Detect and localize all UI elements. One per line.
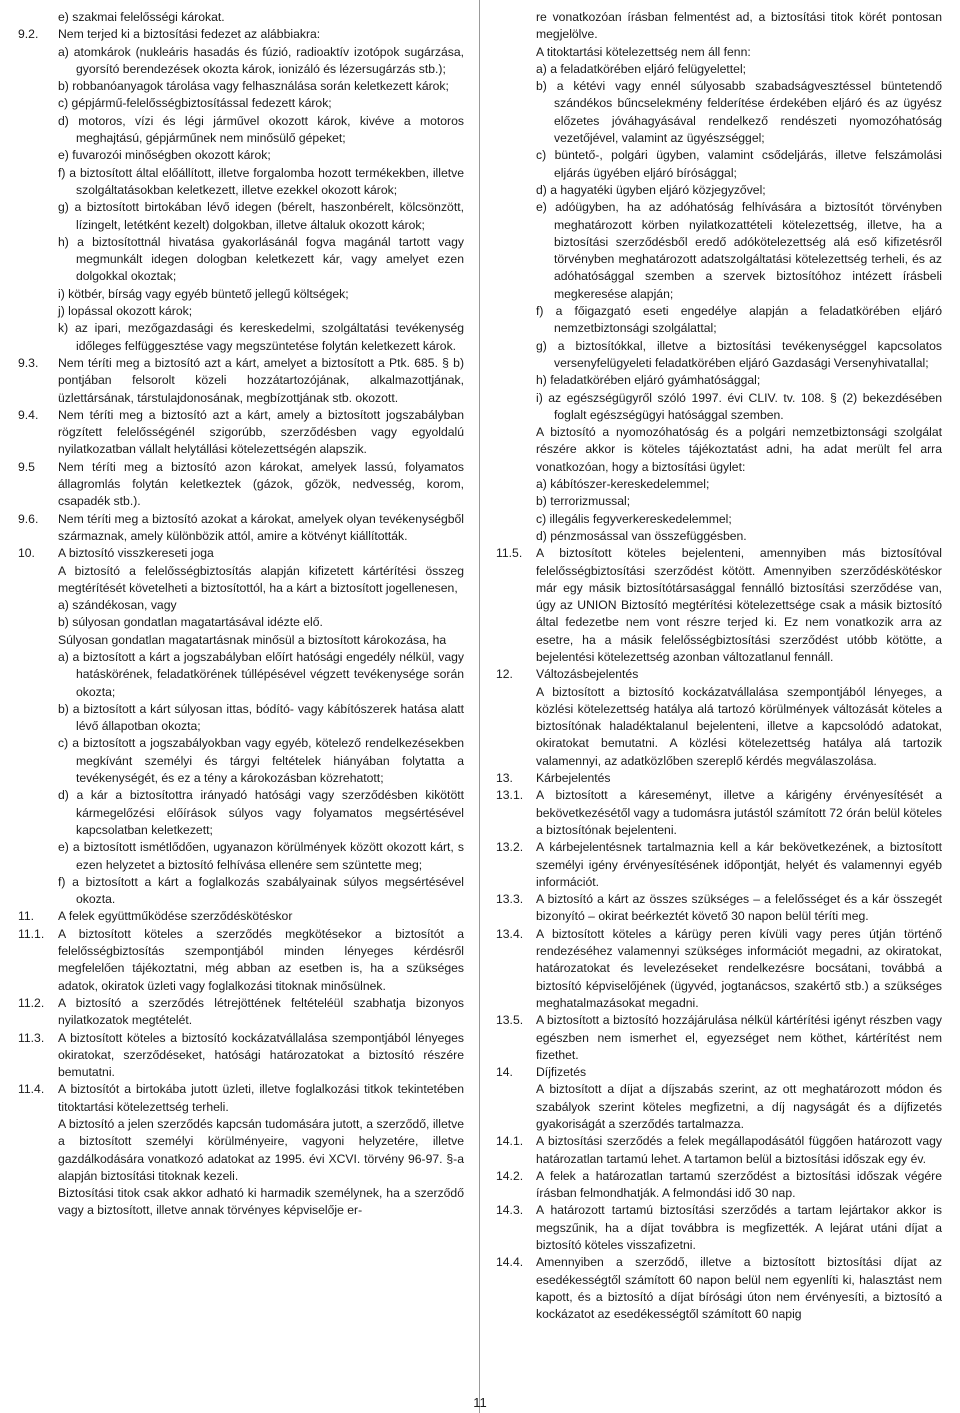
- list-item: b) a kétévi vagy ennél súlyosabb szabadságvesztéssel büntetendő szándékos bűncselekmény felderítése érdekében eljáró és az ügyész előzetes jóváhagyásával rendelkező rendészeti nyomozóhatóság vezetőjével, valamint az ügyészséggel;: [536, 79, 942, 146]
- clause-number: 13.5.: [496, 1013, 524, 1028]
- clause-number: 9.6.: [18, 511, 39, 526]
- clause-number: 11.1.: [18, 926, 45, 941]
- paragraph: Biztosítási titok csak akkor adható ki harmadik személynek, ha a szerződő vagy a biztosított, illetve annak törvényes képviselője er-: [58, 1186, 464, 1218]
- paragraph: re vonatkozóan írásban felmentést ad, a biztosítási titok körét pontosan megjelölve.: [536, 10, 942, 42]
- numbered-clause: [18, 926, 464, 995]
- list-item: h) a biztosítottnál hivatása gyakorlásánál fogva magánál tartott vagy megmunkált idegen dologban keletkezett kár, vagy amelyet ezen dolgokkal okoztak;: [58, 234, 464, 284]
- paragraph: a) szándékosan, vagy: [58, 598, 177, 613]
- clause-number: 9.4.: [18, 407, 39, 422]
- list-item: d) motoros, vízi és légi járművel okozott károk, kivéve a motoros meghajtású, gépjárműnek nem minősülő gépeket;: [58, 113, 464, 146]
- numbered-clause: [496, 1168, 942, 1203]
- list-item: c) büntető-, polgári ügyben, valamint csődeljárás, illetve felszámolási eljárás ügyében eljáró bírósággal;: [536, 148, 942, 180]
- list-item: g) a biztosított birtokában lévő idegen (bérelt, haszonbérelt, kölcsönzött, lízingelt, letétként kezelt) dolgokban, illetve általuk okozott károk;: [58, 200, 464, 232]
- paragraph: c) illegális fegyverkereskedelemmel;: [536, 511, 732, 526]
- list-item: g) a biztosítókkal, illetve a biztosítási tevékenységgel kapcsolatos versenyfelügyeleti feladatkörében eljáró Gazdasági Versenyhivatallal;: [536, 338, 942, 370]
- numbered-clause: [496, 787, 942, 839]
- paragraph: b) súlyosan gondatlan magatartásával idézte elő.: [58, 615, 323, 630]
- clause-text: A biztosított a káreseményt, illetve a kárigény érvényesítését a bekövetkezésétől vagy a tudomásra jutástól számított 72 órán belül köteles a biztosítónak bejelenteni.: [536, 788, 942, 837]
- clause-text: Amennyiben a szerződő, illetve a biztosított biztosítási díjat az esedékességtől számított 60 napon belül nem egyenlíti ki, halasztást nem kapott, és a biztosító a díjat bírósági úton nem érvényesíti, a biztosító a kockázatot az esedékességtől számított 60 napig: [536, 1255, 942, 1322]
- list-item: k) az ipari, mezőgazdasági és kereskedelmi, szolgáltatási tevékenység időleges felfüggesztése vagy megszüntetése folytán keletkezett károk.: [58, 321, 464, 353]
- numbered-clause: [18, 1081, 464, 1116]
- clause-text: A biztosított köteles a biztosító kockázatvállalása szempontjából lényeges okiratokat, szerződéseket, hatósági határozatokat a biztosító részére bemutatni.: [58, 1030, 464, 1080]
- numbered-clause: [496, 1012, 942, 1064]
- numbered-clause: [496, 891, 942, 926]
- numbered-clause: [18, 511, 464, 546]
- list-item: f) a biztosított a kárt a foglalkozás szabályainak súlyos megsértésével okozta.: [58, 874, 464, 907]
- numbered-clause: [496, 839, 942, 891]
- column-divider: [479, 0, 480, 1413]
- clause-number: 13.1.: [496, 788, 524, 803]
- list-item: a) a biztosított a kárt a jogszabályban előírt hatósági engedély nélkül, vagy hatáskörének, feladatkörének túllépésével végzett tevékenysége során okozta;: [58, 649, 464, 699]
- clause-number: 14.3.: [496, 1203, 524, 1218]
- list-item: d) a kár a biztosítottra irányadó hatósági vagy szerződésben kikötött kármegelőzési előírások súlyos vagy folyamatos megsértésével kapcsolatban keletkezett;: [58, 788, 464, 837]
- list-item: a) a feladatkörében eljáró felügyelettel;: [536, 61, 747, 76]
- list-item: i) az egészségügyről szóló 1997. évi CLIV. tv. 108. § (2) bekezdésében foglalt egészségügyi hatósággal szemben.: [536, 390, 942, 422]
- clause-text: A biztosított köteles bejelenteni, amennyiben más biztosítóval felelősségbiztosítási szerződést kötött. Amennyiben szerződéskötéskor már egy másik biztosítótársasággal fennálló biztosítási szerződése van, úgy az UNION Biztosító megtérítési kötelezettsége csak a másik biztosító által fedezetbe nem vont részre terjed ki. Ez nem vonatkozik arra az esetre, ha a másik felelősségbiztosítási szerződést utóbb kötötte, a bejelentési kötelezettség azonban változatlanul fennáll.: [536, 546, 942, 664]
- numbered-clause: [18, 908, 464, 925]
- clause-text: Nem terjed ki a biztosítási fedezet az alábbiakra:: [58, 27, 321, 42]
- clause-number: 14.1.: [496, 1134, 524, 1149]
- clause-number: 11.3.: [18, 1030, 45, 1045]
- paragraph: d) pénzmosással van összefüggésben.: [536, 528, 747, 543]
- numbered-clause: [496, 770, 942, 787]
- numbered-clause: [496, 666, 942, 683]
- clause-text: A felek a határozatlan tartamú szerződést a biztosítási időszak végére írásban felmondhatják. A felmondási idő 30 nap.: [536, 1168, 942, 1201]
- list-item: e) szakmai felelősségi károkat.: [58, 10, 225, 24]
- clause-number: 13.2.: [496, 840, 524, 855]
- clause-text: A határozott tartamú biztosítási szerződés a tartam lejártakor akkor is megszűnik, ha a díjat továbbra is megfizették. A lejárat utáni díjat a biztosító köteles visszafizetni.: [536, 1203, 942, 1253]
- right-column: [496, 9, 942, 1324]
- list-item: e) adóügyben, ha az adóhatóság felhívására a biztosítót törvényben meghatározott körben nyilatkozattételi kötelezettség, illetve, ha a biztosítási szerződésből eredő adókötelezettség alá eső kifizetésről törvényben meghatározott adatszolgáltatási kötelezettség terheli, és az adóhatósággal szemben a szervek biztosítóhoz intézett írásbeli megkeresése alapján;: [536, 200, 942, 301]
- clause-text: Díjfizetés: [536, 1065, 587, 1080]
- left-column: [18, 9, 464, 1220]
- clause-number: 9.2.: [18, 27, 39, 42]
- numbered-clause: [18, 407, 464, 459]
- clause-number: 13.3.: [496, 892, 524, 907]
- clause-number: 12.: [496, 667, 513, 682]
- list-item: i) kötbér, bírság vagy egyéb büntető jellegű költségek;: [58, 286, 349, 301]
- clause-number: 14.: [496, 1065, 513, 1080]
- clause-text: Kárbejelentés: [536, 771, 611, 786]
- paragraph: A biztosító a felelősségbiztosítás alapján kifizetett kártérítési összeg megtérítését követelheti a biztosítottól, ha a kárt a biztosított jogellenesen,: [58, 563, 464, 595]
- clause-text: A biztosító a kárt az összes szükséges – a felelősséget és a kár összegét bizonyító – okirat beérkeztét követő 30 napon belül téríti meg.: [536, 892, 942, 924]
- numbered-clause: [496, 926, 942, 1012]
- clause-number: 11.2.: [18, 995, 45, 1010]
- list-item: e) a biztosított ismétlődően, ugyanazon körülmények között okozott kárt, s ezen helyzetet a biztosító felhívása ellenére sem szüntette meg;: [58, 840, 464, 872]
- clause-text: A biztosítási szerződés a felek megállapodásától függően határozott vagy határozatlan tartamú lehet. A tartamon belül a biztosítási időszak egy év.: [536, 1134, 942, 1166]
- numbered-clause: [496, 1254, 942, 1323]
- list-item: b) a biztosított a kárt súlyosan ittas, bódító- vagy kábítószerek hatása alatt lévő állapotban okozta;: [58, 701, 464, 734]
- clause-number: 13.: [496, 771, 513, 786]
- numbered-clause: [496, 1064, 942, 1081]
- paragraph: Súlyosan gondatlan magatartásnak minősül a biztosított károkozása, ha: [58, 632, 447, 647]
- clause-text: A biztosító a szerződés létrejöttének feltételéül szabhatja bizonyos nyilatkozatok megtételét.: [58, 995, 464, 1028]
- clause-number: 9.5: [18, 459, 35, 474]
- list-item: e) fuvarozói minőségben okozott károk;: [58, 148, 271, 163]
- list-item: j) lopással okozott károk;: [58, 304, 193, 319]
- clause-text: A biztosító visszkereseti joga: [58, 546, 214, 561]
- numbered-clause: [18, 995, 464, 1030]
- clause-text: A kárbejelentésnek tartalmaznia kell a kár bekövetkezének, a biztosított személyi igény érvényesítésének időpontját, helyét és valamennyi egyéb információt.: [536, 840, 942, 889]
- clause-number: 13.4.: [496, 926, 524, 941]
- paragraph: a) kábítószer-kereskedelemmel;: [536, 477, 710, 492]
- list-item: h) feladatkörében eljáró gyámhatósággal;: [536, 373, 761, 388]
- clause-text: Nem téríti meg a biztosító azt a kárt, amelyet a biztosított a Ptk. 685. § b) pontjában felsorolt közeli hozzátartozójának, alkalmazottjának, üzlettársának, társtulajdonosának, megbízottjának stb. okozott.: [58, 355, 464, 405]
- clause-number: 14.4.: [496, 1255, 524, 1270]
- list-item: f) a főigazgató eseti engedélye alapján a feladatkörében eljáró nemzetbiztonsági szolgálattal;: [536, 304, 942, 336]
- list-item: d) a hagyatéki ügyben eljáró közjegyzővel;: [536, 182, 766, 197]
- numbered-clause: [18, 1030, 464, 1082]
- paragraph: A titoktartási kötelezettség nem áll fenn:: [536, 44, 751, 59]
- clause-text: A felek együttműködése szerződéskötéskor: [58, 909, 293, 924]
- clause-text: A biztosított a biztosító hozzájárulása nélkül kártérítési igényt részben vagy egészben nem ismerhet el, egyezséget nem köthet, kártérítést nem fizethet.: [536, 1013, 942, 1062]
- clause-number: 11.4.: [18, 1082, 45, 1097]
- list-item: a) atomkárok (nukleáris hasadás és fúzió, radioaktív izotópok sugárzása, gyorsító berendezések okozta károk, ionizáló és lézersugárzás stb.);: [58, 44, 464, 76]
- clause-text: A biztosítót a birtokába jutott üzleti, illetve foglalkozási titkok tekintetében titoktartási kötelezettség terheli.: [58, 1082, 464, 1114]
- clause-number: 9.3.: [18, 355, 39, 370]
- numbered-clause: [496, 1133, 942, 1168]
- clause-text: Változásbejelentés: [536, 667, 639, 682]
- clause-number: 11.5.: [496, 546, 523, 561]
- numbered-clause: [18, 26, 464, 43]
- clause-number: 11.: [18, 909, 35, 924]
- paragraph: A biztosító a jelen szerződés kapcsán tudomására jutott, a szerződő, illetve a biztosított személyi körülményeire, vagyoni helyzetére, illetve gazdálkodására vonatkozó adatokat az 1995. évi XCVI. törvény 96-97. §-a alapján biztosítási titoknak kezeli.: [58, 1117, 464, 1183]
- clause-number: 10.: [18, 546, 35, 561]
- numbered-clause: [18, 545, 464, 562]
- numbered-clause: [496, 545, 942, 666]
- list-item: f) a biztosított által előállított, illetve forgalomba hozott termékekben, illetve szolgáltatásokban keletkezett, illetve ezekkel okozott károk;: [58, 165, 464, 197]
- clause-text: A biztosított köteles a kárügy peren kívüli vagy peres útján történő rendezéséhez valamennyi szükséges információt megadni, az okiratokat, határozatokat és levelezéseket rendelkezésre bocsátani, továbbá a biztosító képviselőjének (ügyvéd, jogtanácsos, szakértő stb.) a szükséges meghatalmazásokat megadni.: [536, 926, 942, 1010]
- clause-text: Nem téríti meg a biztosító azt a kárt, amely a biztosított jogszabályban rögzített felelősségénél szigorúbb, szerződésben vagy egyoldalú nyilatkozatban vállalt helytállási kötelezettségén alapszik.: [58, 407, 464, 457]
- list-item: c) gépjármű-felelősségbiztosítással fedezett károk;: [58, 96, 332, 111]
- numbered-clause: [18, 459, 464, 511]
- page-number: 11: [473, 1395, 487, 1410]
- list-item: b) robbanóanyagok tárolása vagy felhasználása során keletkezett károk;: [58, 79, 449, 94]
- clause-text: Nem téríti meg a biztosító azon károkat, amelyek lassú, folyamatos állagromlás folytán keletkeztek (gázok, gőzök, nedvesség, korom, csapadék stb.).: [58, 459, 464, 509]
- clause-text: Nem téríti meg a biztosító azokat a károkat, amelyek olyan tevékenységből származnak, amely különbözik attól, amire a kötvényt kiállították.: [58, 511, 464, 543]
- paragraph: A biztosított a biztosító kockázatvállalása szempontjából lényeges, a közlési kötelezettség hatálya alá tartozó körülmények változását köteles a biztosítónak haladéktalanul bejelenteni, illetve a kapcsolódó adatokat, okiratokat bemutatni. A közlési kötelezettség hatálya alá tartozik valamennyi, az adatközlőben szereplő kérdés megválaszolása.: [536, 684, 942, 768]
- paragraph: A biztosító a nyomozóhatóság és a polgári nemzetbiztonsági szolgálat részére akkor is köteles tájékoztatást adni, ha adat merült fel arra vonatkozóan, hogy a biztosítási ügylet:: [536, 425, 942, 474]
- paragraph: A biztosított a díjat a díjszabás szerint, az ott meghatározott módon és szabályok szerint köteles megfizetni, a díj nagyságát és a díjfizetés gyakoriságát a szerződés tartalmazza.: [536, 1082, 942, 1131]
- numbered-clause: [18, 355, 464, 407]
- numbered-clause: [496, 1202, 942, 1254]
- list-item: c) a biztosított a jogszabályokban vagy egyéb, kötelező rendelkezésekben megkívánt személyi és tárgyi feltételek hiányában folytatta a tevékenységét, és ez a tény a károkozásban közrehatott;: [58, 736, 464, 786]
- clause-number: 14.2.: [496, 1168, 524, 1183]
- paragraph: b) terrorizmussal;: [536, 494, 631, 509]
- clause-text: A biztosított köteles a szerződés megkötésekor a biztosítót a felelősségbiztosítás szempontjából minden lényeges kérdésről megfelelően tájékoztatni, még abban az esetben is, ha a szükséges adatok, okiratok üzleti vagy foglalkozási titoknak minősülnek.: [58, 926, 464, 993]
